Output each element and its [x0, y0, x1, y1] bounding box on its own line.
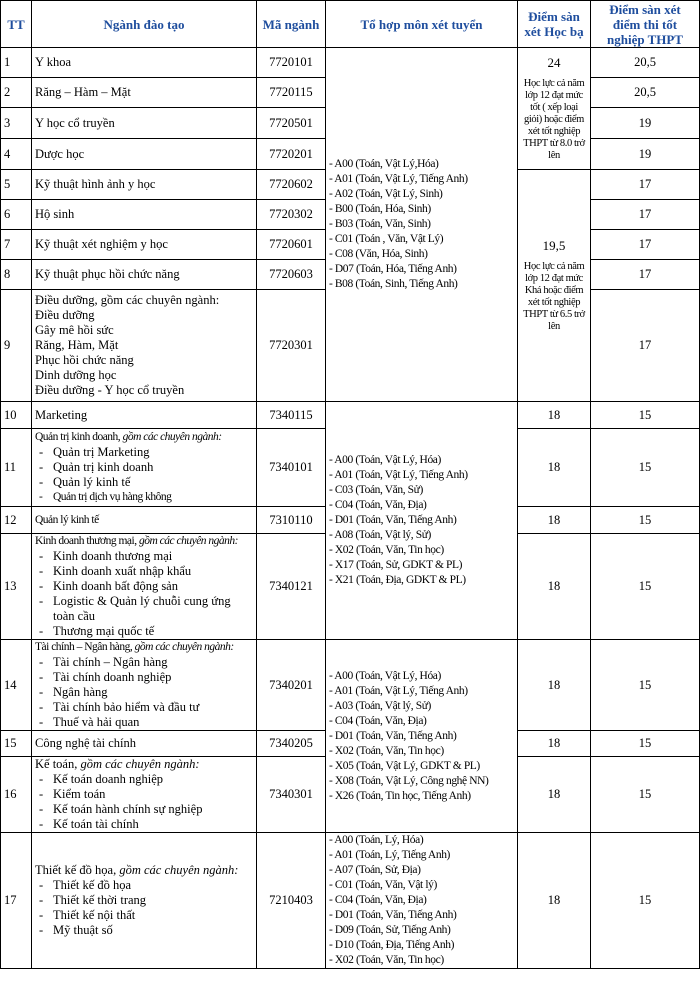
hocba-note: Học lực cả năm lớp 12 đạt mức Khá hoặc điểm xét tốt nghiệp THPT từ 6.5 trở lên: [523, 261, 585, 332]
combo-item: - A01 (Toán, Vật Lý, Tiếng Anh): [329, 469, 468, 481]
sub-major: - Kinh doanh bất động sản: [35, 579, 253, 594]
row-thpt: 15: [591, 402, 700, 429]
major-title-text: Thiết kế đồ họa,: [35, 863, 120, 877]
row-thpt: 17: [591, 170, 700, 200]
row-code: 7720201: [257, 139, 326, 170]
sub-major: - Quản trị Marketing: [35, 445, 253, 460]
sub-major: Điều dưỡng: [35, 308, 95, 322]
table-row: [1, 402, 700, 429]
sub-major: - Kinh doanh xuất nhập khẩu: [35, 564, 253, 579]
row-tt: 5: [1, 170, 32, 200]
sub-major: Điều dưỡng - Y học cổ truyền: [35, 383, 185, 397]
hocba-score: 19,5: [542, 238, 566, 253]
sub-major: Gây mê hồi sức: [35, 323, 114, 337]
major-title-italic: gồm các chuyên ngành:: [119, 863, 239, 877]
row-code: 7340121: [257, 534, 326, 640]
sub-major: Răng, Hàm, Mặt: [35, 338, 119, 352]
combo-item: - C01 (Toán , Văn, Vật Lý): [329, 233, 444, 245]
major-title: Điều dưỡng, gồm các chuyên ngành:: [35, 293, 220, 307]
combo-item: - C01 (Toán, Văn, Vật lý): [329, 879, 437, 891]
row-tt: 1: [1, 48, 32, 78]
sub-major: - Mỹ thuật số: [35, 923, 253, 938]
sub-major-list: [35, 878, 253, 938]
row-tt: 7: [1, 230, 32, 260]
row-thpt: 15: [591, 833, 700, 969]
hocba-note: Học lực cả năm lớp 12 đạt mức tốt ( xếp loại giỏi) hoặc điểm xét tốt nghiệp THPT từ 8.0 trở lên: [523, 78, 585, 161]
row-hocba: 18: [518, 402, 591, 429]
sub-major-list: [35, 445, 253, 505]
row-major: [32, 290, 257, 402]
row-code: 7720501: [257, 108, 326, 139]
major-title-text: Kế toán,: [35, 757, 81, 771]
major-title: [35, 863, 253, 878]
sub-major: - Thương mại quốc tế: [35, 624, 253, 639]
row-thpt: 17: [591, 260, 700, 290]
row-code: 7720115: [257, 78, 326, 108]
row-tt: 3: [1, 108, 32, 139]
header-code: Mã ngành: [257, 1, 326, 48]
sub-major: - Quản lý kinh tế: [35, 475, 253, 490]
sub-major: - Kiểm toán: [35, 787, 253, 802]
combo-cell-health: [326, 48, 518, 402]
row-tt: 2: [1, 78, 32, 108]
hocba-group-2: [518, 170, 591, 402]
hocba-score: 24: [547, 55, 561, 70]
combo-item: - X21 (Toán, Địa, GDKT & PL): [329, 574, 466, 586]
sub-major: - Logistic & Quản lý chuỗi cung ứng toàn cầu: [35, 594, 253, 624]
header-hocba: Điểm sàn xét Học bạ: [518, 1, 591, 48]
row-thpt: 15: [591, 429, 700, 507]
combo-item: - A01 (Toán, Vật Lý, Tiếng Anh): [329, 173, 468, 185]
row-hocba: 18: [518, 731, 591, 757]
row-thpt: 15: [591, 731, 700, 757]
combo-item: - C08 (Văn, Hóa, Sinh): [329, 248, 428, 260]
combo-cell-finance: [326, 640, 518, 833]
sub-major: - Kế toán doanh nghiệp: [35, 772, 253, 787]
combo-item: - A00 (Toán, Vật Lý,Hóa): [329, 158, 439, 170]
combo-item: - A00 (Toán, Lý, Hóa): [329, 834, 424, 846]
major-title: [35, 430, 253, 445]
combo-item: - A03 (Toán, Vật lý, Sử): [329, 699, 431, 712]
row-tt: 13: [1, 534, 32, 640]
sub-major: - Tài chính doanh nghiệp: [35, 670, 253, 685]
row-major: Công nghệ tài chính: [32, 731, 257, 757]
row-thpt: 15: [591, 534, 700, 640]
combo-item: - X02 (Toán, Văn, Tin học): [329, 544, 444, 556]
major-title: [35, 640, 253, 655]
row-hocba: 18: [518, 507, 591, 534]
major-title-italic: gồm các chuyên ngành:: [80, 757, 200, 771]
table-row: [1, 640, 700, 731]
row-major: [32, 640, 257, 731]
row-thpt: 15: [591, 640, 700, 731]
row-major: Quản lý kinh tế: [32, 507, 257, 534]
combo-item: - C04 (Toán, Văn, Địa): [329, 714, 427, 727]
combo-item: - B08 (Toán, Sinh, Tiếng Anh): [329, 278, 458, 290]
sub-major: - Quản trị kinh doanh: [35, 460, 253, 475]
row-code: 7340101: [257, 429, 326, 507]
sub-major: - Kinh doanh thương mại: [35, 549, 253, 564]
row-tt: 10: [1, 402, 32, 429]
header-thpt: Điểm sàn xét điểm thi tốt nghiệp THPT: [591, 1, 700, 48]
combo-item: - A01 (Toán, Lý, Tiếng Anh): [329, 849, 450, 861]
row-tt: 16: [1, 757, 32, 833]
sub-major-list: [35, 655, 253, 730]
sub-major: - Thuế và hải quan: [35, 715, 253, 730]
combo-item: - B03 (Toán, Văn, Sinh): [329, 218, 431, 230]
row-major: Dược học: [32, 139, 257, 170]
row-tt: 4: [1, 139, 32, 170]
sub-major: - Ngân hàng: [35, 685, 253, 700]
combo-item: - A01 (Toán, Vật Lý, Tiếng Anh): [329, 684, 468, 697]
row-tt: 11: [1, 429, 32, 507]
row-tt: 8: [1, 260, 32, 290]
combo-item: - X08 (Toán, Vật Lý, Công nghệ NN): [329, 774, 489, 787]
major-title-italic: gồm các chuyên ngành:: [134, 641, 234, 653]
major-title-text: Kinh doanh thương mại,: [35, 535, 139, 547]
combo-item: - A00 (Toán, Vật Lý, Hóa): [329, 669, 441, 682]
row-major: Kỹ thuật xét nghiệm y học: [32, 230, 257, 260]
row-major: Kỹ thuật hình ảnh y học: [32, 170, 257, 200]
hocba-group-1: [518, 48, 591, 170]
row-code: 7210403: [257, 833, 326, 969]
sub-major-list: [35, 772, 253, 832]
row-code: 7340205: [257, 731, 326, 757]
row-code: 7720101: [257, 48, 326, 78]
row-thpt: 19: [591, 108, 700, 139]
combo-item: - D01 (Toán, Văn, Tiếng Anh): [329, 909, 457, 921]
combo-item: - D09 (Toán, Sử, Tiếng Anh): [329, 924, 451, 936]
row-major: [32, 429, 257, 507]
row-thpt: 17: [591, 290, 700, 402]
row-hocba: 18: [518, 429, 591, 507]
row-major: Y học cổ truyền: [32, 108, 257, 139]
row-tt: 12: [1, 507, 32, 534]
combo-item: - C04 (Toán, Văn, Địa): [329, 894, 427, 906]
combo-item: - X26 (Toán, Tin học, Tiếng Anh): [329, 789, 471, 802]
table-row: [1, 833, 700, 969]
sub-major: - Kế toán hành chính sự nghiệp: [35, 802, 253, 817]
row-thpt: 20,5: [591, 78, 700, 108]
sub-major: - Tài chính bảo hiểm và đầu tư: [35, 700, 253, 715]
row-code: 7720602: [257, 170, 326, 200]
combo-item: - X17 (Toán, Sử, GDKT & PL): [329, 559, 463, 571]
combo-item: - X02 (Toán, Văn, Tin học): [329, 744, 444, 757]
row-code: 7310110: [257, 507, 326, 534]
row-tt: 6: [1, 200, 32, 230]
major-title: [35, 757, 253, 772]
combo-item: - D07 (Toán, Hóa, Tiếng Anh): [329, 263, 457, 275]
major-title: [35, 534, 253, 549]
row-thpt: 19: [591, 139, 700, 170]
combo-item: - B00 (Toán, Hóa, Sinh): [329, 203, 431, 215]
row-tt: 15: [1, 731, 32, 757]
sub-major: - Thiết kế nội thất: [35, 908, 253, 923]
row-thpt: 17: [591, 230, 700, 260]
sub-major: Dinh dưỡng học: [35, 368, 117, 382]
combo-item: - A00 (Toán, Vật Lý, Hóa): [329, 454, 441, 466]
row-code: 7720302: [257, 200, 326, 230]
sub-major: - Thiết kế thời trang: [35, 893, 253, 908]
header-combo: Tổ hợp môn xét tuyển: [326, 1, 518, 48]
sub-major-list: [35, 549, 253, 639]
row-major: Kỹ thuật phục hồi chức năng: [32, 260, 257, 290]
header-major: Ngành đào tạo: [32, 1, 257, 48]
combo-item: - C04 (Toán, Văn, Địa): [329, 499, 427, 511]
row-major: [32, 757, 257, 833]
row-major: [32, 833, 257, 969]
row-code: 7720301: [257, 290, 326, 402]
row-thpt: 20,5: [591, 48, 700, 78]
row-hocba: 18: [518, 640, 591, 731]
combo-cell-design: [326, 833, 518, 969]
row-thpt: 15: [591, 757, 700, 833]
row-hocba: 18: [518, 534, 591, 640]
row-tt: 14: [1, 640, 32, 731]
row-major: Hộ sinh: [32, 200, 257, 230]
row-code: 7340301: [257, 757, 326, 833]
row-thpt: 17: [591, 200, 700, 230]
row-tt: 9: [1, 290, 32, 402]
row-major: [32, 534, 257, 640]
row-major: Răng – Hàm – Mặt: [32, 78, 257, 108]
row-hocba: 18: [518, 833, 591, 969]
row-code: 7340115: [257, 402, 326, 429]
header-tt: TT: [1, 1, 32, 48]
sub-major: - Quản trị dịch vụ hàng không: [35, 490, 253, 505]
combo-item: - X05 (Toán, Vật Lý, GDKT & PL): [329, 759, 480, 772]
combo-item: - A07 (Toán, Sử, Địa): [329, 864, 421, 876]
major-title-italic: gồm các chuyên ngành:: [122, 431, 222, 443]
sub-major: - Kế toán tài chính: [35, 817, 253, 832]
major-title-text: Tài chính – Ngân hàng,: [35, 641, 135, 653]
row-code: 7720601: [257, 230, 326, 260]
row-tt: 17: [1, 833, 32, 969]
sub-major: - Tài chính – Ngân hàng: [35, 655, 253, 670]
row-code: 7340201: [257, 640, 326, 731]
row-hocba: 18: [518, 757, 591, 833]
table-row: [1, 48, 700, 78]
major-title-italic: gồm các chuyên ngành:: [138, 535, 239, 547]
sub-major: - Thiết kế đồ họa: [35, 878, 253, 893]
combo-item: - C03 (Toán, Văn, Sử): [329, 484, 423, 496]
combo-cell-business: [326, 402, 518, 640]
combo-item: - A08 (Toán, Vật lý, Sử): [329, 529, 431, 541]
combo-item: - X02 (Toán, Văn, Tin học): [329, 954, 444, 966]
row-major: Marketing: [32, 402, 257, 429]
combo-item: - D01 (Toán, Văn, Tiếng Anh): [329, 514, 457, 526]
row-thpt: 15: [591, 507, 700, 534]
major-title-text: Quản trị kinh doanh,: [35, 431, 123, 443]
row-major: Y khoa: [32, 48, 257, 78]
sub-major: Phục hồi chức năng: [35, 353, 134, 367]
combo-item: - D10 (Toán, Địa, Tiếng Anh): [329, 939, 455, 951]
row-code: 7720603: [257, 260, 326, 290]
combo-item: - D01 (Toán, Văn, Tiếng Anh): [329, 729, 457, 742]
combo-item: - A02 (Toán, Vật Lý, Sinh): [329, 188, 443, 200]
header-row: [1, 1, 700, 48]
